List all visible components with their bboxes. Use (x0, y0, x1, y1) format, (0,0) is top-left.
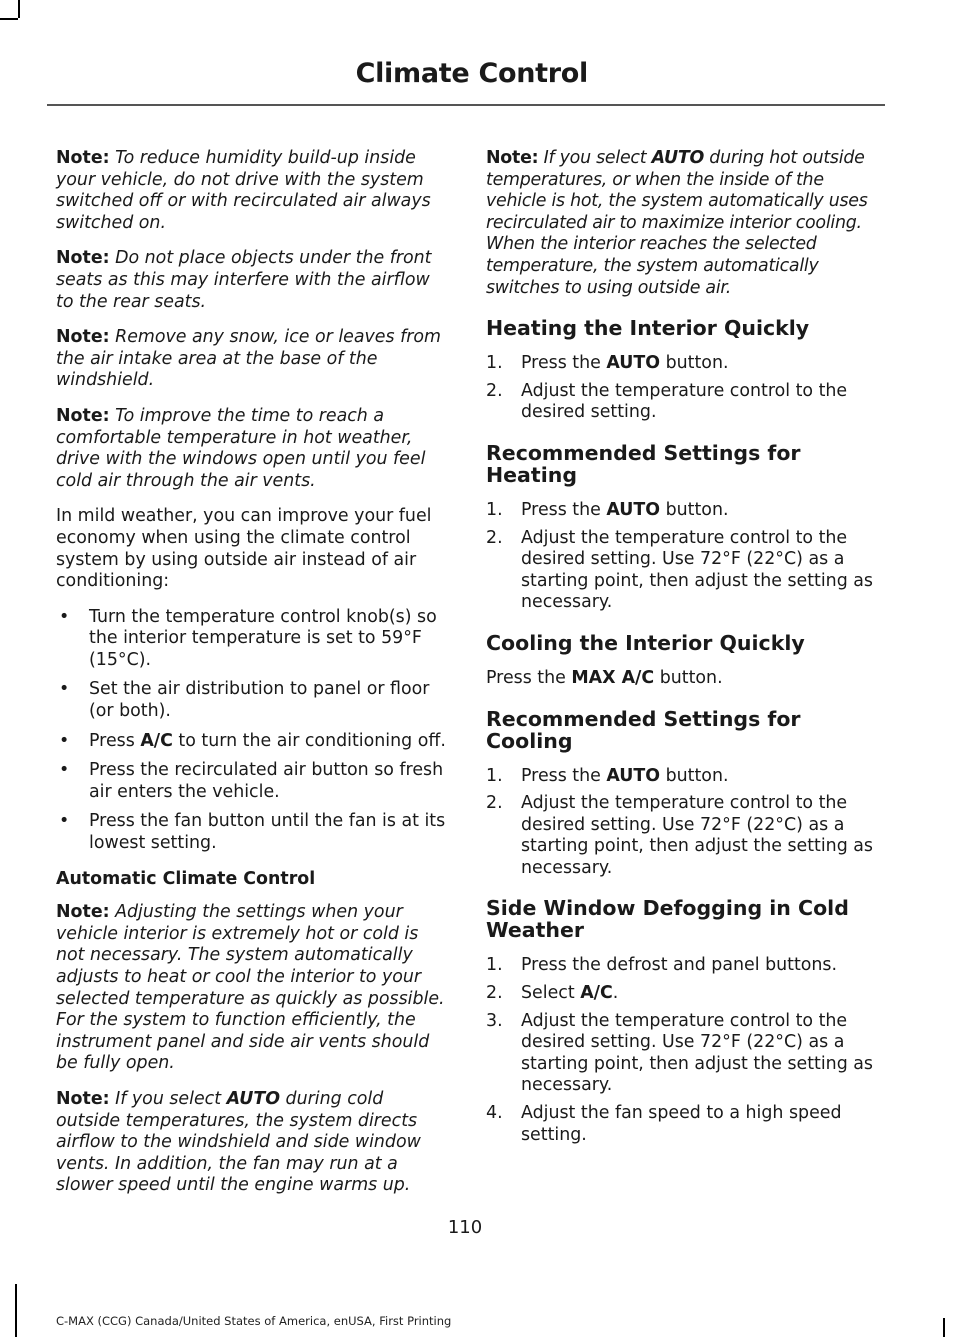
step-number: 1. (486, 765, 503, 786)
list-item (486, 793, 880, 879)
cooling-quickly-heading: Cooling the Interior Quickly (486, 630, 805, 655)
crop-mark-bottom-left (15, 1284, 17, 1337)
step-text: . (612, 983, 619, 1004)
note-humidity (56, 148, 448, 234)
list-item (486, 1011, 880, 1097)
ac-label: A/C (580, 983, 613, 1004)
note-text: If you select (538, 148, 652, 168)
auto-label: AUTO (606, 499, 661, 520)
step-text: Adjust the temperature control to the desired setting. Use 72°F (22°C) as a starting point, then adjust the setting as necessary. (521, 793, 873, 878)
header-rule (47, 104, 885, 106)
bullet-mark: • (59, 760, 70, 781)
step-text: Adjust the fan speed to a high speed setting. (521, 1103, 842, 1145)
step-text: Press the (521, 499, 607, 520)
note-text: To improve the time to reach a comfortable temperature in hot weather, drive with the windows open until you feel cold air through the air vents. (56, 405, 426, 491)
step-number: 1. (486, 353, 503, 374)
ac-label: A/C (140, 730, 173, 751)
recommended-heating-steps (486, 500, 880, 614)
recommended-cooling-heading: Recommended Settings for Cooling (486, 706, 801, 753)
note-text: Remove any snow, ice or leaves from the air intake area at the base of the windshield. (56, 327, 441, 391)
step-text: Adjust the temperature control to the desired setting. (521, 380, 848, 423)
note-label: Note: (486, 148, 539, 168)
list-item (486, 353, 880, 375)
list-item (486, 1103, 880, 1146)
recommended-heating-heading: Recommended Settings for Heating (486, 440, 801, 487)
list-item (486, 528, 880, 614)
list-item (486, 766, 880, 788)
list-item (56, 760, 448, 803)
bullet-mark: • (59, 730, 70, 751)
note-label: Note: (56, 1088, 110, 1109)
auto-label: AUTO (606, 765, 661, 786)
note-auto-hot (486, 148, 880, 299)
crop-mark-top-left-vertical (18, 0, 20, 18)
fuel-economy-paragraph: In mild weather, you can improve your fuel economy when using the climate control system by using outside air instead of air conditioning: (56, 506, 432, 592)
step-text: Press the (521, 765, 607, 786)
step-text: button. (660, 499, 729, 520)
auto-label: AUTO (651, 148, 705, 168)
step-text: Press the defrost and panel buttons. (521, 955, 838, 976)
text: button. (654, 667, 723, 688)
list-item-text: Press the recirculated air button so fresh air enters the vehicle. (89, 760, 444, 802)
list-item-text-prefix: Press (89, 730, 141, 751)
list-item (486, 500, 880, 522)
step-number: 2. (486, 983, 503, 1004)
list-item (56, 731, 448, 753)
note-text: If you select (109, 1088, 227, 1109)
step-text: Adjust the temperature control to the desired setting. Use 72°F (22°C) as a starting point, then adjust the setting as necessary. (521, 527, 873, 613)
step-number: 2. (486, 793, 503, 814)
step-text: Select (521, 983, 581, 1004)
defogging-heading: Side Window Defogging in Cold Weather (486, 896, 849, 943)
step-number: 1. (486, 499, 503, 520)
note-text: during cold outside temperatures, the system directs airflow to the windshield and side window vents. In addition, the fan may run at a slower speed until the engine warms up. (56, 1088, 421, 1196)
left-column (56, 148, 448, 1211)
auto-label: AUTO (226, 1088, 281, 1109)
auto-label: AUTO (606, 353, 661, 374)
note-label: Note: (56, 248, 110, 269)
note-label: Note: (56, 902, 110, 923)
list-item-text: Turn the temperature control knob(s) so the interior temperature is set to 59°F (15°C). (89, 606, 437, 670)
crop-mark-bottom-right (943, 1318, 945, 1337)
bullet-mark: • (59, 811, 70, 832)
list-item-text: Set the air distribution to panel or floor (or both). (89, 679, 430, 722)
note-hot-weather (56, 406, 448, 492)
note-text: Do not place objects under the front seats as this may interfere with the airflow to the rear seats. (56, 248, 432, 312)
heating-quickly-heading: Heating the Interior Quickly (486, 316, 810, 341)
note-label: Note: (56, 148, 110, 168)
page-number: 110 (447, 1217, 483, 1238)
note-air-intake (56, 327, 448, 392)
right-column (486, 148, 880, 1160)
step-number: 2. (486, 380, 503, 401)
note-text: To reduce humidity build-up inside your vehicle, do not drive with the system switched off or with recirculated air always switched on. (56, 148, 431, 233)
step-number: 4. (486, 1103, 503, 1124)
fuel-economy-list (56, 607, 448, 855)
step-text: Press the (521, 353, 607, 374)
list-item (56, 679, 448, 722)
step-text: button. (660, 353, 729, 374)
note-auto-cold (56, 1089, 448, 1197)
max-ac-label: MAX A/C (571, 667, 655, 688)
bullet-mark: • (59, 679, 70, 700)
list-item (56, 811, 448, 854)
list-item (486, 983, 880, 1005)
note-label: Note: (56, 327, 110, 348)
list-item (56, 607, 448, 672)
note-label: Note: (56, 405, 110, 426)
step-number: 2. (486, 527, 503, 548)
defogging-steps (486, 955, 880, 1146)
list-item-text: Press the fan button until the fan is at its lowest setting. (89, 811, 446, 854)
cooling-quickly-text (486, 668, 880, 690)
page-title: Climate Control (355, 58, 588, 89)
list-item (486, 955, 880, 977)
note-text: during hot outside temperatures, or when the inside of the vehicle is hot, the system automatically uses recirculated air to maximize interior cooling. When the interior reaches the selected temperature, the system automatically switches to using outside air. (486, 148, 868, 298)
note-adjusting-settings (56, 902, 448, 1075)
list-item-text-suffix: to turn the air conditioning off. (172, 730, 446, 751)
list-item (486, 381, 880, 424)
step-number: 3. (486, 1010, 503, 1031)
heating-quickly-steps (486, 353, 880, 424)
crop-mark-top-left-horizontal (0, 18, 18, 20)
text: Press the (486, 667, 572, 688)
step-text: button. (660, 765, 729, 786)
footer-text: C-MAX (CCG) Canada/United States of America, enUSA, First Printing (56, 1314, 452, 1328)
step-number: 1. (486, 955, 503, 976)
step-text: Adjust the temperature control to the desired setting. Use 72°F (22°C) as a starting point, then adjust the setting as necessary. (521, 1010, 873, 1096)
note-text: Adjusting the settings when your vehicle interior is extremely hot or cold is not necessary. The system automatically adjusts to heat or cool the interior to your selected temperature as quickly as possible. For the system to function efficiently, the instrument panel and side air vents should be fully open. (56, 902, 445, 1074)
recommended-cooling-steps (486, 766, 880, 880)
note-objects-under-seats (56, 248, 448, 313)
automatic-climate-control-heading: Automatic Climate Control (56, 868, 316, 889)
bullet-mark: • (59, 606, 70, 627)
